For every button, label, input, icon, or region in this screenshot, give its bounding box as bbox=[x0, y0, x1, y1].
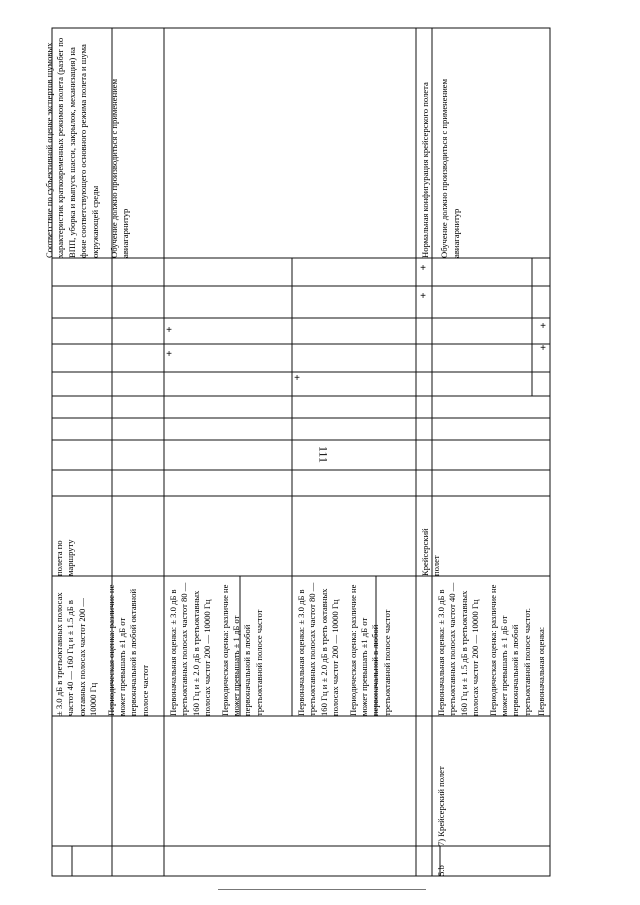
plus-mark: + bbox=[420, 263, 426, 274]
row-id: 5.b bbox=[436, 865, 446, 876]
plus-mark: + bbox=[166, 325, 172, 336]
cell-col3-b-line2: Периодическая оценка: различие не может превышать ±1 дБ от первоначальной в любой третьоктавной полосе частот bbox=[347, 584, 392, 716]
cell-remarks-top-line1: Соответствие по субъективной оценке экспертов шумовых характеристик кратковременных режимов полета (разбег по ВПП, уборка и выпуск шасси, закрылок, механизация) на фоне соответствующего основного режима полета и шума окружающей среды bbox=[44, 37, 100, 258]
cell-top-continuation-line2: Периодическая оценка: различие не может превышать ±1 дБ от первоначальной в любой октавной полосе частот bbox=[105, 584, 150, 716]
cell-row-name bbox=[436, 716, 447, 846]
cell-remarks-bottom-line1: Нормальная конфигурация крейсерского полета bbox=[420, 82, 430, 258]
cell-remarks-bottom-line2: Обучение должно производиться с применением авиагарнитур bbox=[439, 78, 461, 258]
scan-artifact-line bbox=[218, 889, 426, 890]
cell-top-continuation-line1: ± 3.0 дБ в третьоктавных полосах частот 40 — 160 Гц и ± 1.5 дБ в октавных полосах частот 200 — 10000 Гц bbox=[54, 592, 99, 716]
cell-cruise-flight bbox=[420, 506, 443, 576]
cell-row-main-line2: Периодическая оценка: различие не может превышать ± 1 дБ от первоначальной в любой третьоктавной полосе частот. bbox=[487, 584, 532, 716]
cell-remarks-top-line2: Обучение должно производиться с применением авиагарнитур bbox=[109, 78, 131, 258]
plus-mark: + bbox=[540, 321, 546, 332]
cell-col3-b-line1: Первоначальная оценка: ± 3.0 дБ в третьоктавных полосах частот 80 — 160 Гц и ± 2.0 дБ в треть октавных полосах частот 200 — 10000 Гц bbox=[296, 582, 341, 716]
cell-cruise-label: Крейсерский полет bbox=[420, 528, 442, 576]
cell-route-flight bbox=[54, 506, 77, 576]
plus-mark: + bbox=[540, 343, 546, 354]
cell-row-bottom-label: Первоначальная оценка: bbox=[536, 626, 546, 716]
cell-row-id bbox=[436, 846, 447, 876]
page-number: 111 bbox=[316, 445, 331, 464]
plus-mark: + bbox=[166, 349, 172, 360]
plus-mark: + bbox=[420, 291, 426, 302]
cell-col3-b bbox=[296, 576, 393, 716]
cell-col3-a-line2: Периодическая оценка: различие не может превышать ± 1 дБ от первоначальной в любой третьоктавной полосе частот bbox=[219, 584, 264, 716]
row-name: 7) Крейсерский полет bbox=[436, 766, 446, 846]
cell-remarks-bottom bbox=[420, 28, 462, 258]
plus-mark: + bbox=[294, 373, 300, 384]
cell-col3-a-line1: Первоначальная оценка: ± 3.0 дБ в третьоктавных полосах частот 80 — 160 Гц и ± 2.0 дБ в третьоктавных полосах частот 200 — 10000 Гц bbox=[168, 582, 213, 716]
cell-col3-a bbox=[168, 576, 265, 716]
cell-top-continuation bbox=[54, 576, 151, 716]
cell-remarks-top bbox=[44, 28, 132, 258]
cell-row-main bbox=[436, 576, 533, 716]
cell-row-bottom bbox=[536, 576, 547, 716]
cell-route-flight-label: полета по маршруту bbox=[54, 539, 76, 576]
cell-row-main-line1: Первоначальная оценка: ± 3.0 дБ в третьоктавных полосах частот 40 — 160 Гц и ± 1.5 дБ в третьоктавных полосах частот 200 — 10000 Гц bbox=[436, 582, 481, 716]
